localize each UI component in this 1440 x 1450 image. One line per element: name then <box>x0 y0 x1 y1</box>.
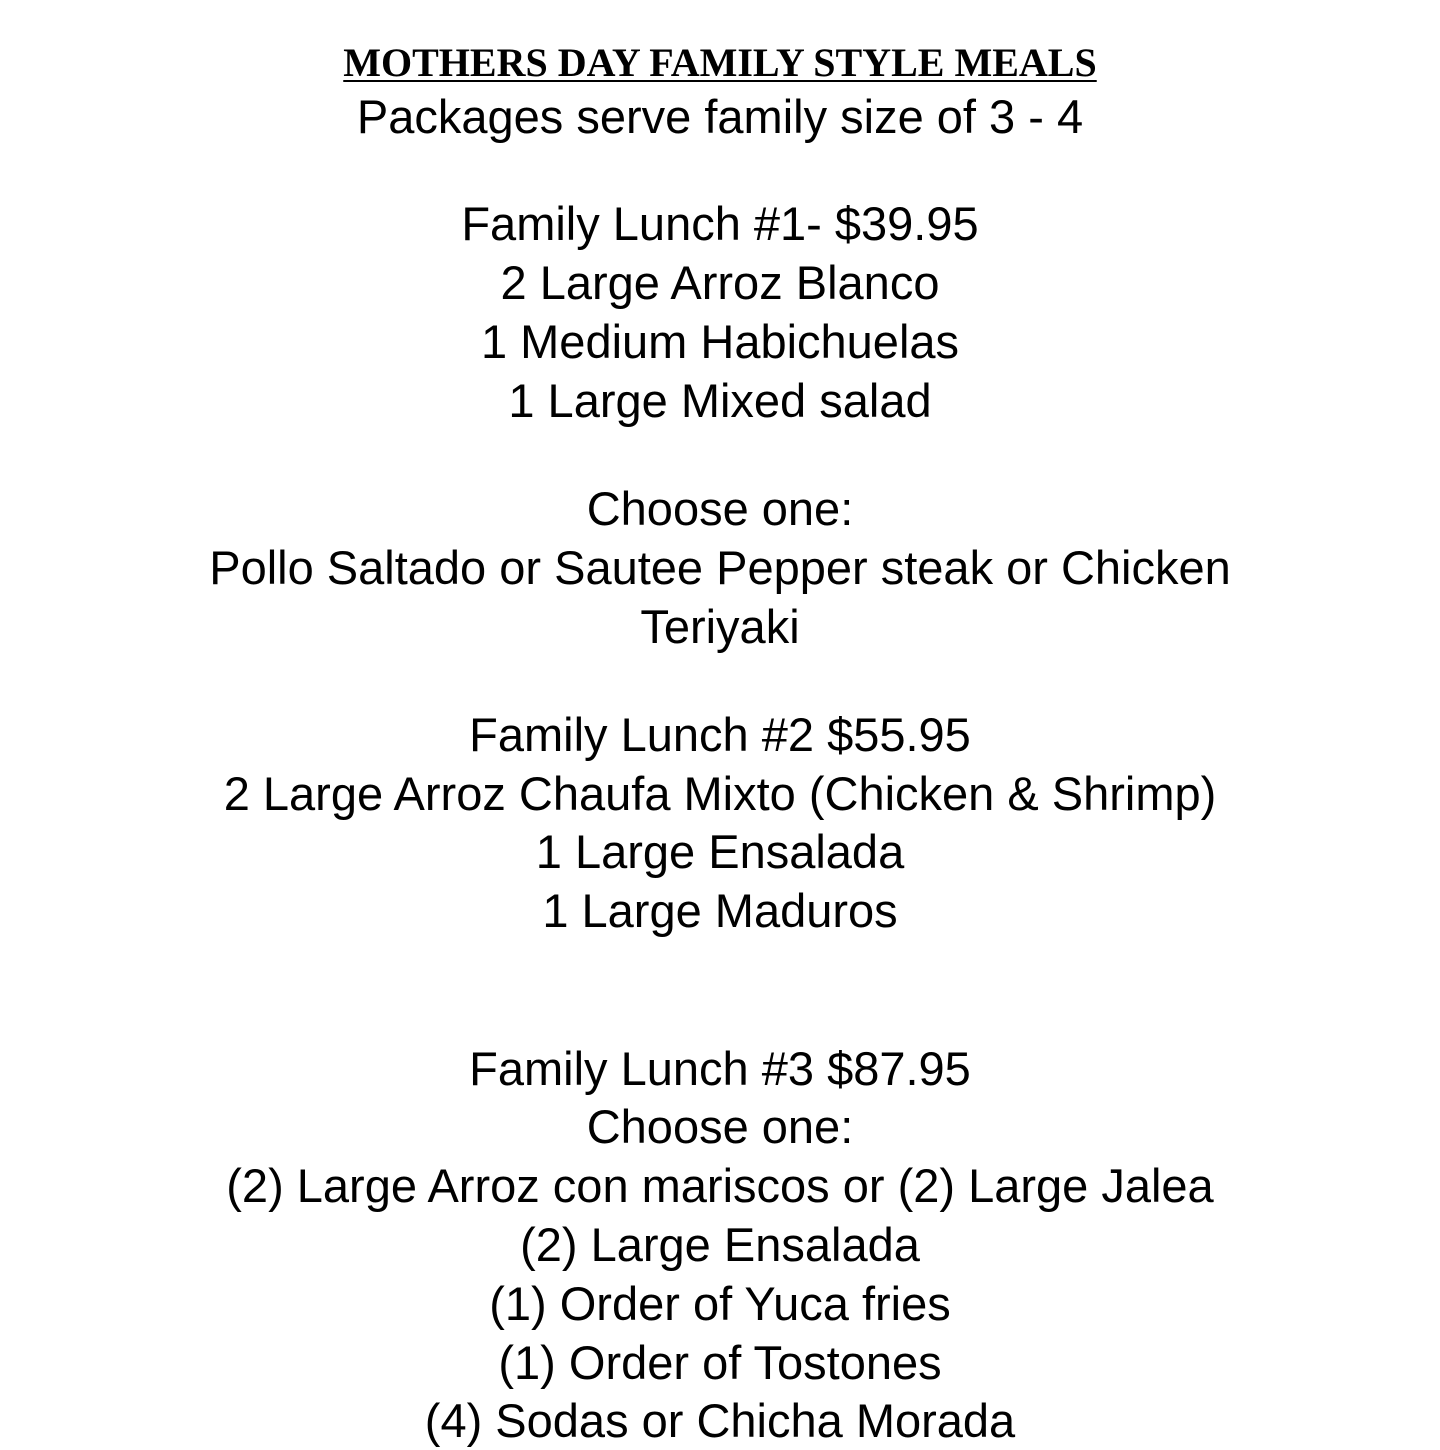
page-title: MOTHERS DAY FAMILY STYLE MEALS <box>343 40 1097 85</box>
lunch3-item: (1) Order of Yuca fries <box>489 1277 951 1330</box>
lunch3-choose-label: Choose one: <box>586 1100 854 1153</box>
lunch2-item: 1 Large Maduros <box>542 884 898 937</box>
lunch3-item: (2) Large Ensalada <box>520 1218 920 1271</box>
lunch3-item: (4) Sodas or Chicha Morada <box>424 1394 1016 1447</box>
lunch1-choice-line: Pollo Saltado or Sautee Pepper steak or Chicken <box>209 541 1231 594</box>
page-subtitle: Packages serve family size of 3 - 4 <box>356 90 1084 143</box>
lunch3-item: (1) Order of Tostones <box>498 1336 942 1389</box>
lunch2-item: 2 Large Arroz Chaufa Mixto (Chicken & Shrimp) <box>223 767 1217 820</box>
lunch1-item: 2 Large Arroz Blanco <box>500 256 940 309</box>
lunch2-heading: Family Lunch #2 $55.95 <box>469 708 971 761</box>
lunch1-item: 1 Medium Habichuelas <box>480 315 960 368</box>
lunch2-item: 1 Large Ensalada <box>535 825 905 878</box>
lunch1-choose-label: Choose one: <box>586 482 854 535</box>
lunch1-item: 1 Large Mixed salad <box>508 374 932 427</box>
lunch1-heading: Family Lunch #1- $39.95 <box>461 197 979 250</box>
lunch1-choice-line: Teriyaki <box>640 600 800 653</box>
lunch3-item: (2) Large Arroz con mariscos or (2) Large Jalea <box>226 1159 1214 1212</box>
lunch3-heading: Family Lunch #3 $87.95 <box>469 1042 971 1095</box>
